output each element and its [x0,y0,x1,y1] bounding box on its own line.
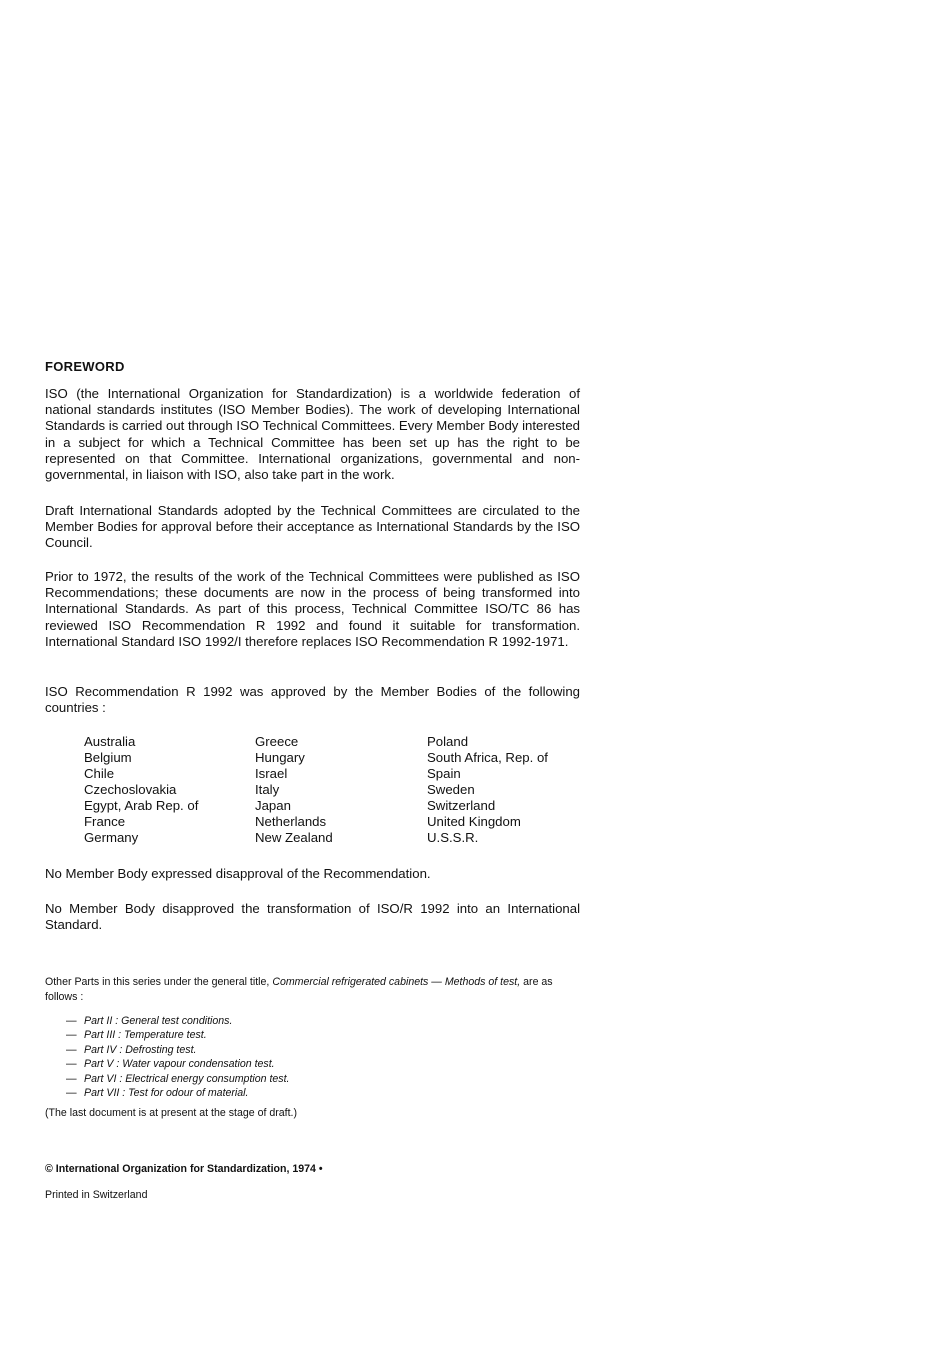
copyright-line: © International Organization for Standardization, 1974 • [45,1163,323,1175]
dash-marker: — [66,1087,77,1100]
dash-marker: — [66,1029,77,1042]
country-name: Switzerland [427,798,496,813]
list-item [66,1028,290,1042]
country-name: Greece [255,734,299,749]
list-item [66,1086,290,1100]
country-name: South Africa, Rep. of [427,750,548,765]
country-name: Germany [84,830,139,845]
country-name: Italy [255,782,280,797]
other-parts-intro-prefix: Other Parts in this series under the general title, [45,976,270,988]
paragraph-draft-standards: Draft International Standards adopted by the Technical Committees are circulated to the Member Bodies for approval before their acceptance as International Standards by the ISO Council. [45,503,580,551]
country-name: Belgium [84,750,132,765]
dash-marker: — [66,1015,77,1027]
paragraph-no-disapproval: No Member Body expressed disapproval of the Recommendation. [45,866,431,881]
country-column-3 [427,734,548,846]
country-name: United Kingdom [427,814,521,829]
country-name: Israel [255,766,288,781]
country-name: Spain [427,766,461,781]
country-name: France [84,814,126,829]
paragraph-no-disapproval-transformation: No Member Body disapproved the transformation of ISO/R 1992 into an International Standard. [45,901,580,933]
part-title: Part VI : Electrical energy consumption test. [84,1072,290,1085]
dash-marker: — [66,1043,77,1056]
list-item [66,1043,290,1057]
country-name: Egypt, Arab Rep. of [84,798,199,813]
country-name: Australia [84,734,136,749]
paragraph-prior-1972: Prior to 1972, the results of the work of the Technical Committees were published as ISO Recommendations; these documents are now in the process of being transformed into International Standards. As part of this process, Technical Committee ISO/TC 86 has reviewed ISO Recommendation R 1992 and found it suitable for transformation. International Standard ISO 1992/I therefore replaces ISO Recommendation R 1992-1971. [45,569,580,649]
list-item [66,1072,290,1086]
part-title: Part II : General test conditions. [84,1015,233,1027]
paragraph-approval-countries: ISO Recommendation R 1992 was approved by the Member Bodies of the following countries : [45,684,580,716]
other-parts-intro-suffix: are as follows : [45,976,553,1003]
country-name: Sweden [427,782,475,797]
other-parts-intro [45,975,585,1005]
other-parts-list [66,1014,290,1100]
printed-in: Printed in Switzerland [45,1189,148,1201]
part-title: Part VII : Test for odour of material. [84,1087,249,1100]
list-item [66,1057,290,1071]
list-item [66,1014,290,1028]
part-title: Part IV : Defrosting test. [84,1043,197,1056]
country-name: Netherlands [255,814,327,829]
draft-note: (The last document is at present at the stage of draft.) [45,1107,298,1119]
part-title: Part V : Water vapour condensation test. [84,1058,275,1071]
country-column-1 [84,734,198,846]
paragraph-iso-intro: ISO (the International Organization for Standardization) is a worldwide federation of national standards institutes (ISO Member Bodies). The work of developing International Standards is carried out through ISO Technical Committees. Every Member Body interested in a subject for which a Technical Committee has been set up has the right to be represented on that Committee. International organizations, governmental and non-governmental, in liaison with ISO, also take part in the work. [45,386,580,483]
country-column-2 [255,734,333,846]
foreword-heading: FOREWORD [45,359,125,374]
country-name: Japan [255,798,291,813]
country-name: Hungary [255,750,305,765]
series-title: Commercial refrigerated cabinets — Methods of test, [272,976,521,988]
dash-marker: — [66,1058,77,1071]
country-name: New Zealand [255,830,333,845]
country-name: U.S.S.R. [427,830,479,845]
dash-marker: — [66,1072,77,1085]
country-name: Czechoslovakia [84,782,177,797]
country-name: Poland [427,734,469,749]
part-title: Part III : Temperature test. [84,1029,207,1042]
country-name: Chile [84,766,115,781]
